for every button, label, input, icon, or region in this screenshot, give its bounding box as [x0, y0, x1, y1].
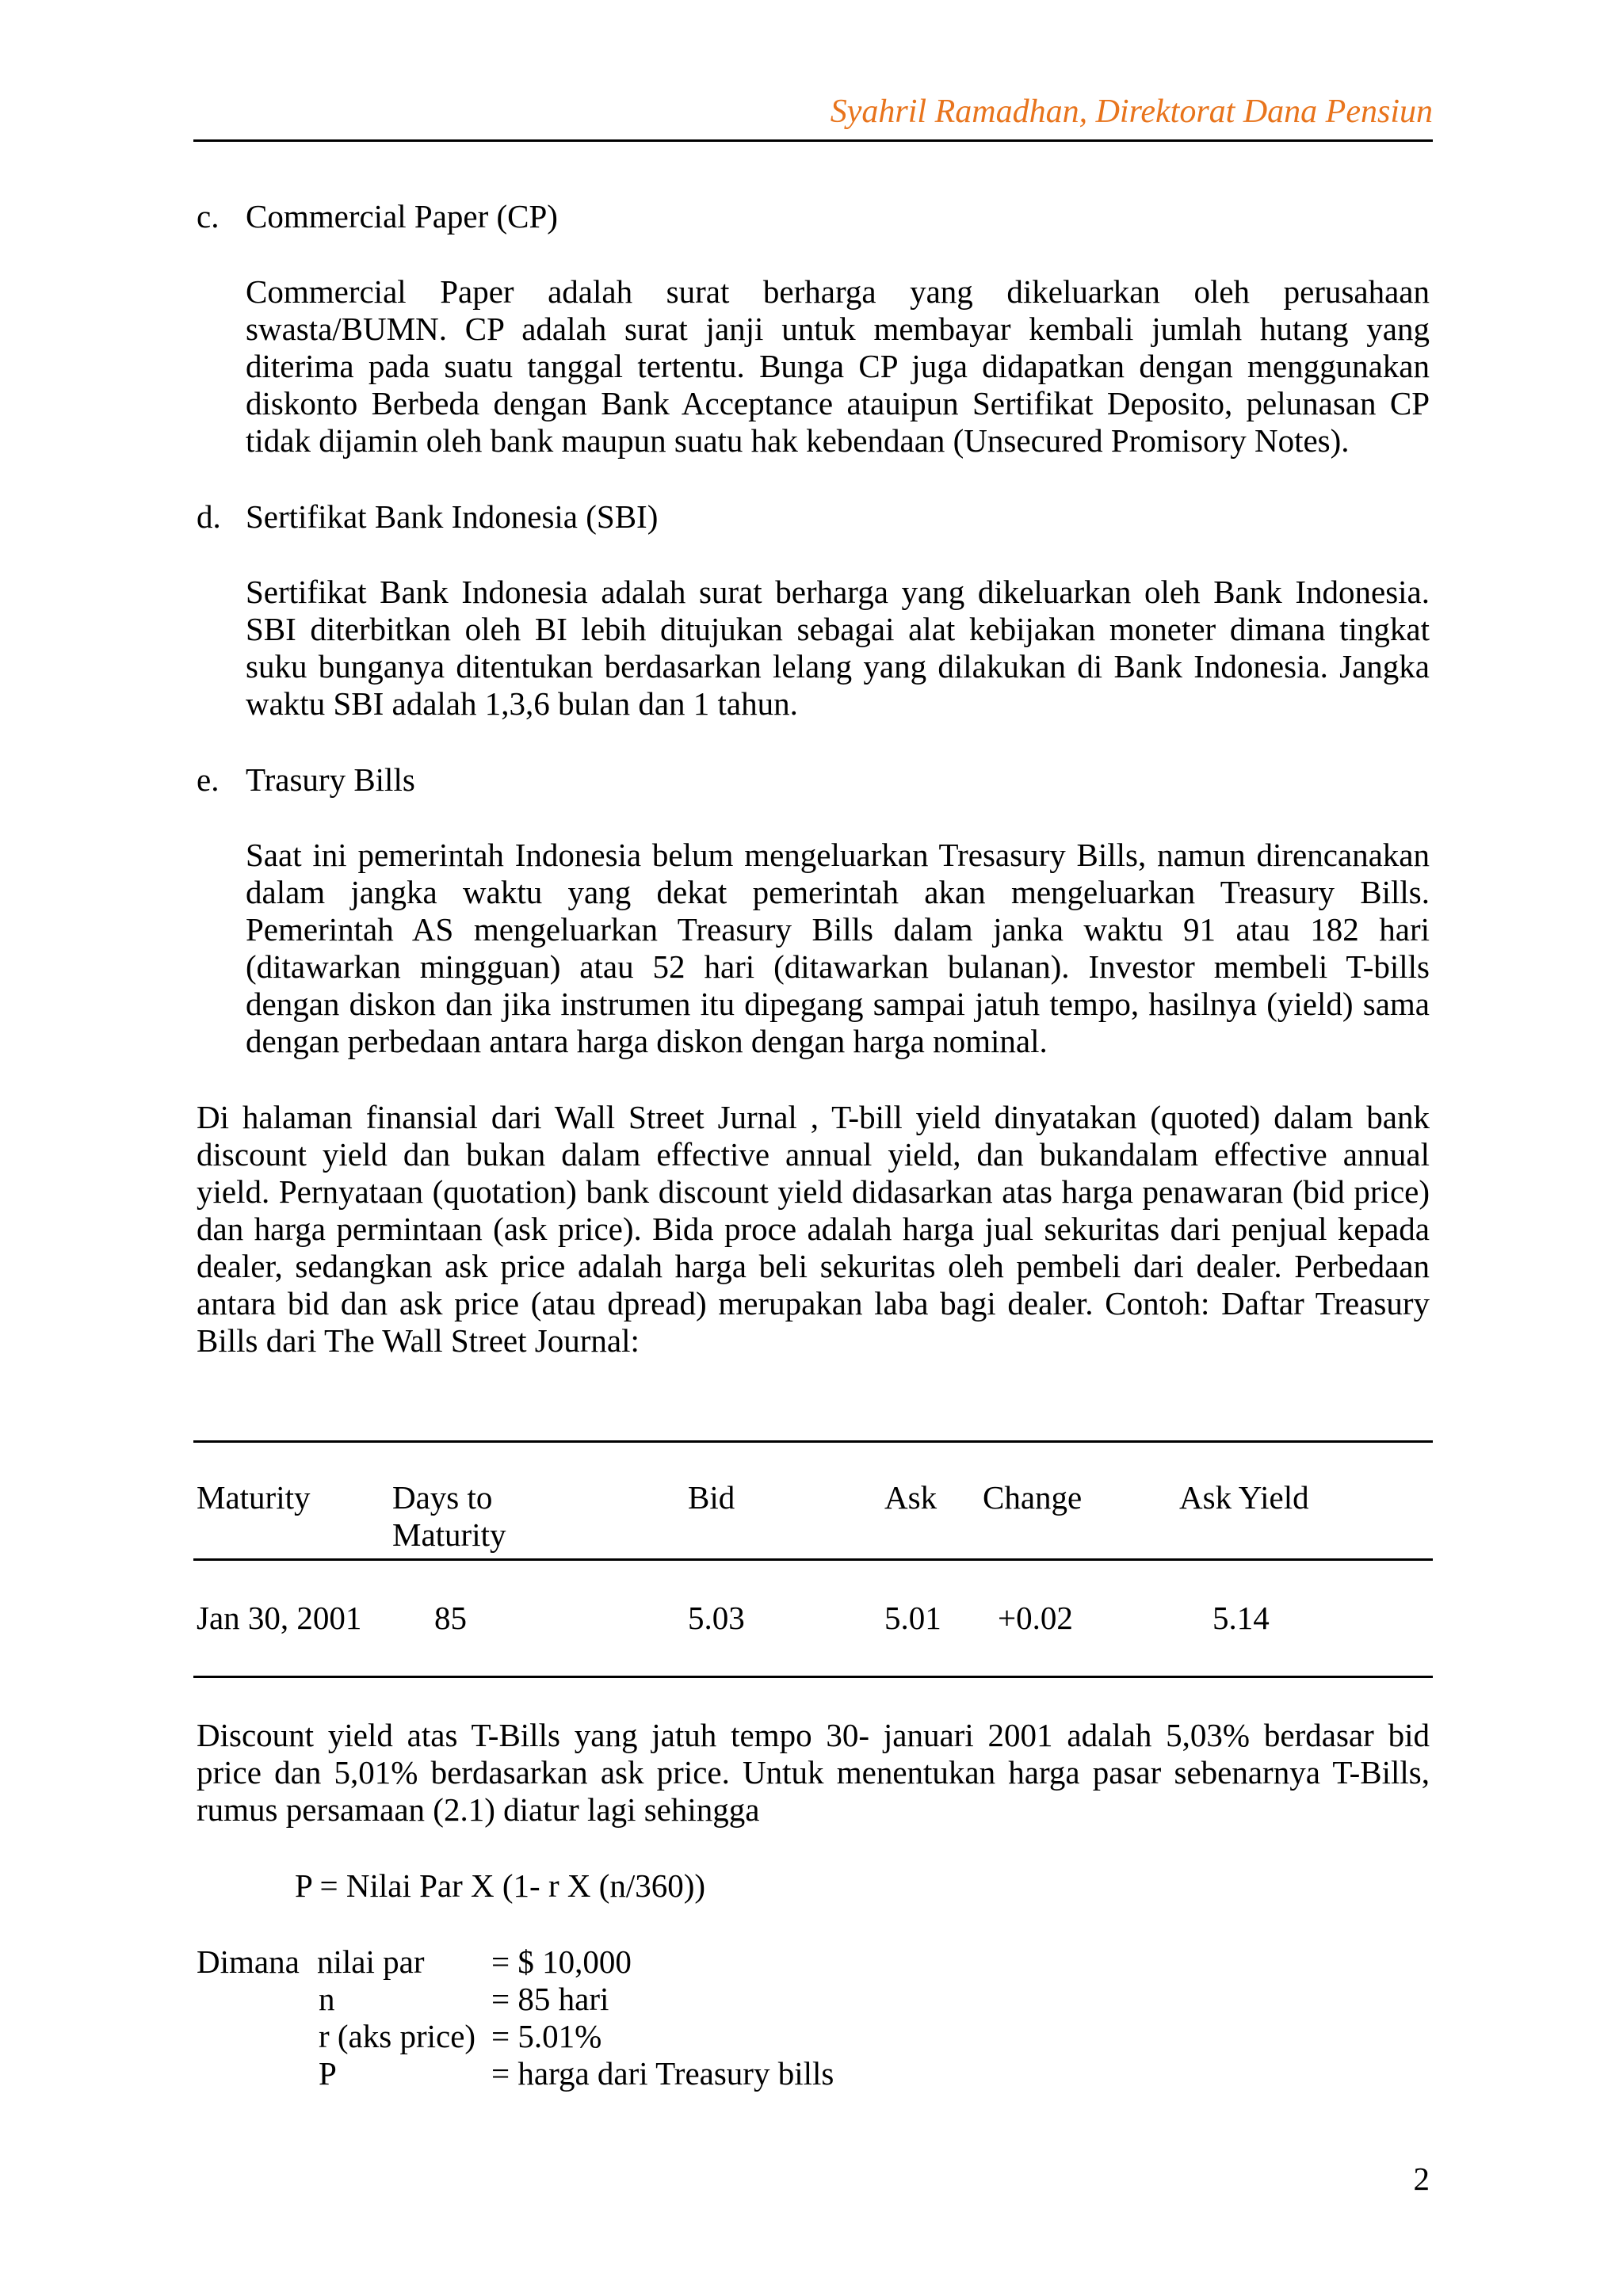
section-c-line: swasta/BUMN. CP adalah surat janji untuk membayar kembali jumlah hutang yang	[246, 311, 1430, 347]
wsj-line: Bills dari The Wall Street Journal:	[197, 1322, 640, 1359]
section-d-title: Sertifikat Bank Indonesia (SBI)	[246, 498, 659, 535]
th-days-to: Days to	[392, 1479, 493, 1516]
table-top-rule	[193, 1440, 1433, 1443]
section-c-line: diterima pada suatu tanggal tertentu. Bunga CP juga didapatkan dengan menggunakan	[246, 348, 1430, 384]
def-term: nilai par	[317, 1943, 425, 1980]
def-value: = harga dari Treasury bills	[491, 2055, 834, 2092]
wsj-line: dan harga permintaan (ask price). Bida proce adalah harga jual sekuritas dari penjual kepada	[197, 1211, 1430, 1247]
discount-line: price dan 5,01% berdasarkan ask price. Untuk menentukan harga pasar sebenarnya T-Bills,	[197, 1754, 1430, 1791]
th-ask-yield: Ask Yield	[1179, 1479, 1309, 1516]
section-e-line: dengan perbedaan antara harga diskon dengan harga nominal.	[246, 1023, 1048, 1059]
section-e-line: dengan diskon dan jika instrumen itu dipegang sampai jatuh tempo, hasilnya (yield) sama	[246, 986, 1430, 1022]
td-change: +0.02	[998, 1600, 1073, 1636]
section-e-line: dalam jangka waktu yang dekat pemerintah akan mengeluarkan Treasury Bills.	[246, 874, 1430, 910]
def-value: = 5.01%	[491, 2018, 602, 2054]
table-bottom-rule	[193, 1676, 1433, 1678]
section-c-line: Commercial Paper adalah surat berharga yang dikeluarkan oleh perusahaan	[246, 273, 1430, 310]
td-ask-yield: 5.14	[1212, 1600, 1270, 1636]
section-d-line: SBI diterbitkan oleh BI lebih ditujukan sebagai alat kebijakan moneter dimana tingkat	[246, 611, 1430, 647]
def-value: = 85 hari	[491, 1981, 609, 2017]
section-e-line: (ditawarkan mingguan) atau 52 hari (ditawarkan bulanan). Investor membeli T-bills	[246, 948, 1430, 985]
def-term: P	[319, 2055, 337, 2092]
wsj-line: antara bid dan ask price (atau dpread) merupakan laba bagi dealer. Contoh: Daftar Treasury	[197, 1285, 1430, 1322]
section-e-marker: e.	[197, 761, 220, 798]
section-e-line: Saat ini pemerintah Indonesia belum mengeluarkan Tresasury Bills, namun direncanakan	[246, 837, 1430, 873]
wsj-line: Di halaman finansial dari Wall Street Jurnal , T-bill yield dinyatakan (quoted) dalam bank	[197, 1099, 1430, 1135]
def-value: = $ 10,000	[491, 1943, 632, 1980]
th-change: Change	[983, 1479, 1083, 1516]
wsj-line: yield. Pernyataan (quotation) bank discount yield didasarkan atas harga penawaran (bid price)	[197, 1173, 1430, 1210]
formula: P = Nilai Par X (1- r X (n/360))	[295, 1867, 706, 1904]
header-author: Syahril Ramadhan, Direktorat Dana Pensiun	[830, 93, 1433, 130]
td-bid: 5.03	[688, 1600, 745, 1636]
discount-line: rumus persamaan (2.1) diatur lagi sehingga	[197, 1791, 760, 1828]
wsj-line: dealer, sedangkan ask price adalah harga beli sekuritas oleh pembeli dari dealer. Perbedaan	[197, 1248, 1430, 1284]
td-days: 85	[434, 1600, 467, 1636]
th-ask: Ask	[884, 1479, 938, 1516]
section-d-line: Sertifikat Bank Indonesia adalah surat berharga yang dikeluarkan oleh Bank Indonesia.	[246, 574, 1430, 610]
td-maturity: Jan 30, 2001	[197, 1600, 362, 1636]
section-c-title: Commercial Paper (CP)	[246, 198, 558, 235]
section-c-marker: c.	[197, 198, 220, 235]
wsj-line: discount yield dan bukan dalam effective annual yield, dan bukandalam effective annual	[197, 1136, 1430, 1173]
table-header-rule	[193, 1558, 1433, 1561]
page-number: 2	[1413, 2161, 1430, 2197]
section-e-title: Trasury Bills	[246, 761, 415, 798]
th-bid: Bid	[688, 1479, 735, 1516]
section-c-line: tidak dijamin oleh bank maupun suatu hak kebendaan (Unsecured Promisory Notes).	[246, 422, 1350, 459]
header-rule	[193, 139, 1433, 142]
discount-line: Discount yield atas T-Bills yang jatuh tempo 30- januari 2001 adalah 5,03% berdasar bid	[197, 1717, 1430, 1753]
td-ask: 5.01	[884, 1600, 941, 1636]
def-term: r (aks price)	[319, 2018, 476, 2054]
def-term: n	[319, 1981, 335, 2017]
section-d-line: waktu SBI adalah 1,3,6 bulan dan 1 tahun.	[246, 685, 798, 722]
section-d-line: suku bunganya ditentukan berdasarkan lelang yang dilakukan di Bank Indonesia. Jangka	[246, 648, 1430, 685]
section-c-line: diskonto Berbeda dengan Bank Acceptance atauipun Sertifikat Deposito, pelunasan CP	[246, 385, 1430, 421]
th-days-maturity: Maturity	[392, 1516, 506, 1553]
section-d-marker: d.	[197, 498, 221, 535]
definitions-intro: Dimana	[197, 1943, 300, 1980]
th-maturity: Maturity	[197, 1479, 311, 1516]
section-e-line: Pemerintah AS mengeluarkan Treasury Bills dalam janka waktu 91 atau 182 hari	[246, 911, 1430, 948]
